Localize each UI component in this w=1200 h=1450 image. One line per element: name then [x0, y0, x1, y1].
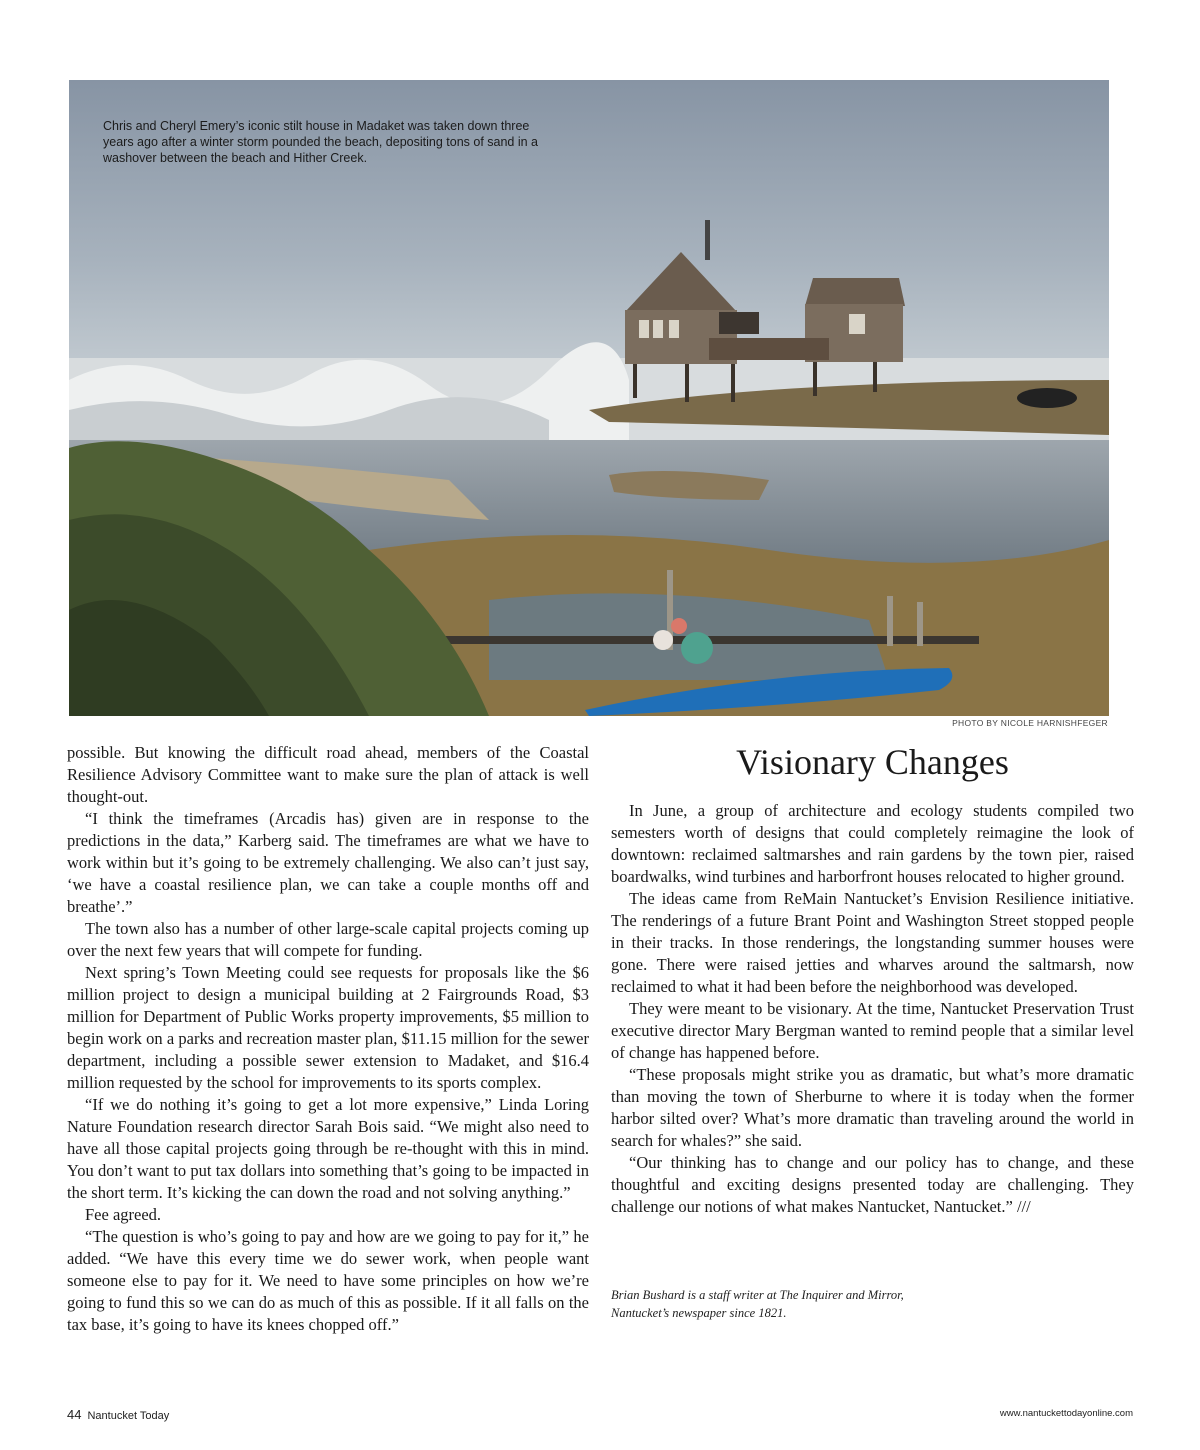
page-footer-left [67, 1407, 169, 1422]
stilt-house-photo [69, 80, 1109, 716]
section-headline: Visionary Changes [736, 742, 1009, 782]
article-paragraph: Next spring’s Town Meeting could see requests for proposals like the $6 million project to design a municipal building at 2 Fairgrounds Road, $3 million for Department of Public Works property improvements, $5 million to begin work on a parks and recreation master plan, $11.15 million for the sewer department, including a possible sewer extension to Madaket, and $16.4 million requested by the school for improvements to its sports complex. [67, 963, 589, 1092]
article-column-left [67, 742, 589, 1336]
website-url: www.nantuckettodayonline.com [999, 1408, 1133, 1419]
author-byline [611, 1286, 1131, 1322]
page-number: 44 [67, 1407, 82, 1422]
byline-line-2: Nantucket’s newspaper since 1821. [611, 1306, 787, 1320]
feature-photo [69, 80, 1109, 716]
article-paragraph: “If we do nothing it’s going to get a lot more expensive,” Linda Loring Nature Foundation research director Sarah Bois said. “We might also need to have all those capital projects going through be re-thought with this in mind. You don’t want to put tax dollars into something that’s going to be impacted in the short term. It’s kicking the can down the road and not solving anything.” [67, 1095, 589, 1202]
article-paragraph: The ideas came from ReMain Nantucket’s Envision Resilience initiative. The renderings of a future Brant Point and Washington Street stopped people in their tracks. In those renderings, the longstanding summer houses were gone. There were raised jetties and wharves around the saltmarsh, now reclaimed to what it had been before the neighborhood was developed. [611, 889, 1134, 996]
article-paragraph: “I think the timeframes (Arcadis has) given are in response to the predictions in the data,” Karberg said. The timeframes are what we have to work within but it’s going to be extremely challenging. We also can’t just say, ‘we have a coastal resilience plan, we can take a couple months off and breathe’.” [67, 809, 589, 916]
article-paragraph: possible. But knowing the difficult road ahead, members of the Coastal Resilience Advisory Committee want to make sure the plan of attack is well thought-out. [67, 743, 589, 806]
article-paragraph: In June, a group of architecture and ecology students compiled two semesters worth of designs that could completely reimagine the look of downtown: reclaimed saltmarshes and rain gardens by the town pier, raised boardwalks, wind turbines and harborfront houses relocated to higher ground. [611, 801, 1134, 886]
photo-credit: PHOTO BY NICOLE HARNISHFEGER [952, 718, 1108, 728]
article-paragraph: Fee agreed. [85, 1205, 162, 1224]
article-paragraph: “Our thinking has to change and our policy has to change, and these thoughtful and exciting designs presented today are challenging. They challenge our notions of what makes Nantucket, Nantucket.” /// [611, 1153, 1134, 1216]
article-paragraph: The town also has a number of other large-scale capital projects coming up over the next few years that will compete for funding. [67, 919, 589, 960]
photo-caption: Chris and Cheryl Emery’s iconic stilt house in Madaket was taken down three years ago after a winter storm pounded the beach, depositing tons of sand in a washover between the beach and Hither Creek. [103, 119, 538, 165]
article-paragraph: They were meant to be visionary. At the time, Nantucket Preservation Trust executive director Mary Bergman wanted to remind people that a similar level of change has happened before. [611, 999, 1134, 1062]
publication-name: Nantucket Today [87, 1410, 170, 1422]
byline-line-1: Brian Bushard is a staff writer at The Inquirer and Mirror, [611, 1288, 904, 1302]
article-column-right [611, 800, 1134, 1218]
article-paragraph: “The question is who’s going to pay and how are we going to pay for it,” he added. “We have this every time we do sewer work, when people want someone else to pay for it. We need to have some principles on how we’re going to fund this so we can do as much of this as possible. If it all falls on the tax base, it’s going to have its knees chopped off.” [67, 1227, 589, 1334]
article-paragraph: “These proposals might strike you as dramatic, but what’s more dramatic than moving the town of Sherburne to where it is today when the former harbor silted over? What’s more dramatic than traveling around the world in search for whales?” she said. [611, 1065, 1134, 1150]
